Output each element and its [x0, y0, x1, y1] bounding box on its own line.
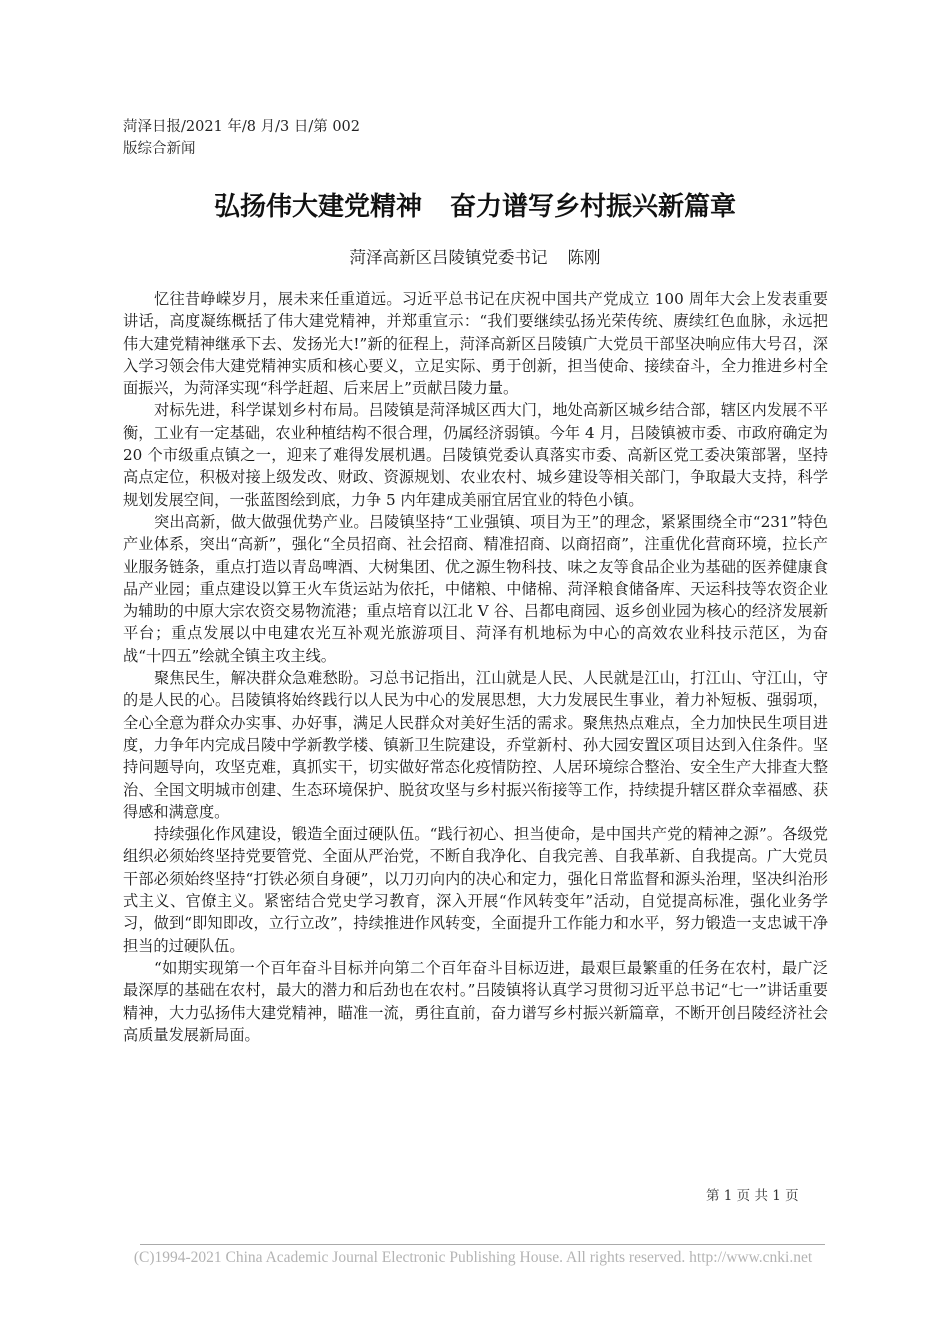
author-organization: 菏泽高新区吕陵镇党委书记: [349, 248, 548, 267]
paragraph: 对标先进，科学谋划乡村布局。吕陵镇是菏泽城区西大门，地处高新区城乡结合部，辖区内发展不平衡，工业有一定基础，农业种植结构不很合理，仍属经济弱镇。今年 4 月，吕陵镇被市委、市政府确定为 20 个市级重点镇之一，迎来了难得发展机遇。吕陵镇党委认真落实市委、高新区党工委决策部署，坚持高点定位，积极对接上级发改、财政、资源规划、农业农村、城乡建设等相关部门，争取最大支持，科学规划发展空间，一张蓝图绘到底，力争 5 内年建成美丽宜居宜业的特色小镇。: [123, 401, 828, 509]
paragraph: 聚焦民生，解决群众急难愁盼。习总书记指出，江山就是人民、人民就是江山，打江山、守江山，守的是人民的心。吕陵镇将始终践行以人民为中心的发展思想，大力发展民生事业，着力补短板、强弱项，全心全意为群众办实事、办好事，满足人民群众对美好生活的需求。聚焦热点难点，全力加快民生项目进度，力争年内完成吕陵中学新教学楼、镇新卫生院建设，乔堂新村、孙大园安置区项目达到入住条件。坚持问题导向，攻坚克难，真抓实干，切实做好常态化疫情防控、人居环境综合整治、安全生产大排查大整治、全国文明城市创建、生态环境保护、脱贫攻坚与乡村振兴衔接等工作，持续提升辖区群众幸福感、获得感和满意度。: [123, 669, 828, 821]
article-body: [123, 288, 828, 1046]
copyright-watermark: (C)1994-2021 China Academic Journal Electronic Publishing House. All rights reserved. http://www.cnki.net: [133, 1249, 813, 1266]
article-title: [0, 186, 950, 223]
source-line: 菏泽日报/2021 年/8 月/3 日/第 002 版综合新闻: [123, 119, 361, 157]
page-indicator: 第 1 页 共 1 页: [706, 1188, 799, 1204]
paragraph: “如期实现第一个百年奋斗目标并向第二个百年奋斗目标迈进，最艰巨最繁重的任务在农村，最广泛最深厚的基础在农村，最大的潜力和后劲也在农村。”吕陵镇将认真学习贯彻习近平总书记“七一”讲话重要精神，大力弘扬伟大建党精神，瞄准一流，勇往直前，奋力谱写乡村振兴新篇章，不断开创吕陵经济社会高质量发展新局面。: [123, 958, 828, 1044]
title-part-2: 奋力谱写乡村振兴新篇章: [450, 192, 737, 222]
title-part-1: 弘扬伟大建党精神: [213, 192, 422, 222]
footer-divider: [140, 1244, 825, 1245]
paragraph: 持续强化作风建设，锻造全面过硬队伍。“践行初心、担当使命，是中国共产党的精神之源”。各级党组织必须始终坚持党要管党、全面从严治党，不断自我净化、自我完善、自我革新、自我提高。广大党员干部必须始终坚持“打铁必须自身硬”，以刀刃向内的决心和定力，强化日常监督和源头治理，坚决纠治形式主义、官僚主义。紧密结合党史学习教育，深入开展“作风转变年”活动，自觉提高标准，强化业务学习，做到“即知即改，立行立改”，持续推进作风转变，全面提升工作能力和水平，努力锻造一支忠诚干净担当的过硬队伍。: [123, 825, 828, 955]
author-name: 陈刚: [567, 248, 601, 267]
byline: [0, 244, 950, 268]
paragraph: 突出高新，做大做强优势产业。吕陵镇坚持“工业强镇、项目为王”的理念，紧紧围绕全市“231”特色产业体系，突出“高新”，强化“全员招商、社会招商、精准招商、以商招商”，注重优化营商环境，拉长产业服务链条，重点打造以青岛啤酒、大树集团、优之源生物科技、味之友等食品企业为基础的医养健康食品产业园；重点建设以算王火车货运站为依托，中储粮、中储棉、菏泽粮食储备库、天运科技等农资企业为辅助的中原大宗农资交易物流港；重点培育以江北 V 谷、吕都电商园、返乡创业园为核心的经济发展新平台；重点发展以中电建农光互补观光旅游项目、菏泽有机地标为中心的高效农业科技示范区，为奋战“十四五”绘就全镇主攻主线。: [123, 512, 828, 665]
paragraph: 忆往昔峥嵘岁月，展未来任重道远。习近平总书记在庆祝中国共产党成立 100 周年大会上发表重要讲话，高度凝练概括了伟大建党精神，并郑重宣示：“我们要继续弘扬光荣传统、赓续红色血脉，永远把伟大建党精神继承下去、发扬光大!”新的征程上，菏泽高新区吕陵镇广大党员干部坚决响应伟大号召，深入学习领会伟大建党精神实质和核心要义，立足实际、勇于创新，担当使命、接续奋斗，全力推进乡村全面振兴，为菏泽实现“科学赶超、后来居上”贡献吕陵力量。: [123, 290, 828, 398]
